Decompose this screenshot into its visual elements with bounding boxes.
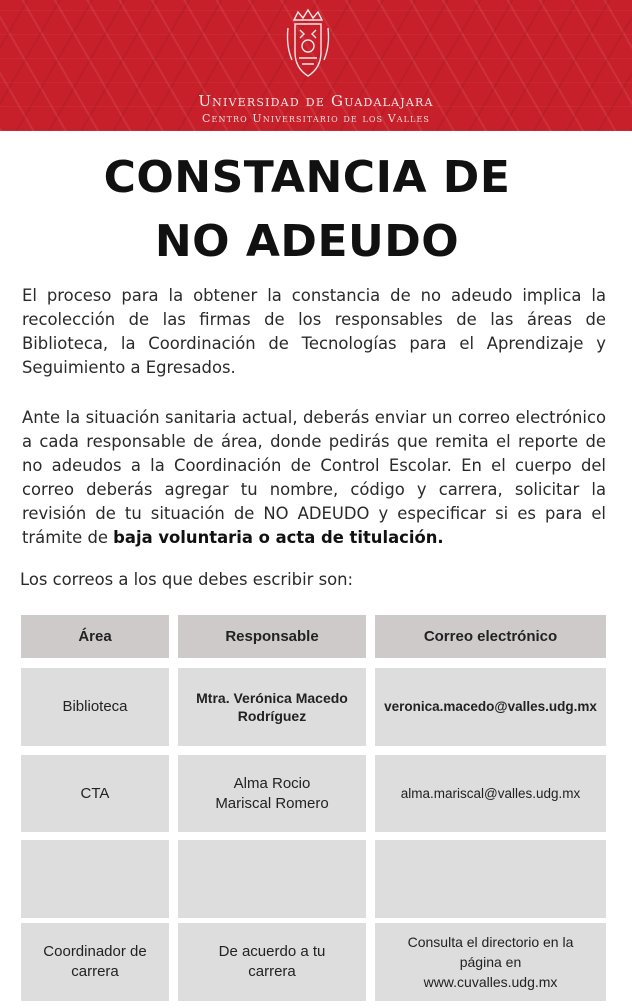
page-title-line-1: CONSTANCIA DE (103, 152, 511, 203)
page-title-line-2: NO ADEUDO (154, 216, 460, 267)
paragraph-instructions (22, 406, 606, 550)
udg-seal-icon (284, 6, 332, 86)
table-cell-responsable (178, 840, 366, 918)
table-cell-area: Coordinador de carrera (21, 923, 169, 1001)
table-cell-responsable: Mtra. Verónica Macedo Rodríguez (178, 668, 366, 746)
table-cell-responsable: Alma Rocio Mariscal Romero (178, 755, 366, 832)
table-header-email: Correo electrónico (375, 615, 606, 658)
paragraph-instructions-bold: baja voluntaria o acta de titulación. (113, 528, 444, 547)
table-cell-directory-note: Consulta el directorio en la página en www.cuvalles.udg.mx (375, 923, 606, 1001)
table-cell-area: CTA (21, 755, 169, 832)
table-cell-email[interactable]: alma.mariscal@valles.udg.mx (375, 755, 606, 832)
emails-intro: Los correos a los que debes escribir son: (20, 570, 354, 589)
header-banner (0, 0, 632, 131)
table-header-area: Área (21, 615, 169, 658)
table-cell-email (375, 840, 606, 918)
table-cell-responsable: De acuerdo a tu carrera (178, 923, 366, 1001)
paragraph-instructions-text: Ante la situación sanitaria actual, deberás enviar un correo electrónico a cada responsable de área, donde pedirás que remita el reporte de no adeudos a la Coordinación de Control Escolar. En el cuerpo del correo deberás agregar tu nombre, código y carrera, solicitar la revisión de tu situación de NO ADEUDO y especificar si es para el trámite de (22, 408, 606, 547)
table-header-responsable: Responsable (178, 615, 366, 658)
university-name: Universidad de Guadalajara (198, 92, 434, 110)
campus-name: Centro Universitario de los Valles (202, 112, 430, 125)
paragraph-process: El proceso para la obtener la constancia de no adeudo implica la recolección de las firmas de los responsables de las áreas de Biblioteca, la Coordinación de Tecnologías para el Aprendizaje y Seguimiento a Egresados. (22, 286, 606, 377)
table-cell-email[interactable]: veronica.macedo@valles.udg.mx (375, 668, 606, 746)
table-cell-area (21, 840, 169, 918)
table-cell-area: Biblioteca (21, 668, 169, 746)
